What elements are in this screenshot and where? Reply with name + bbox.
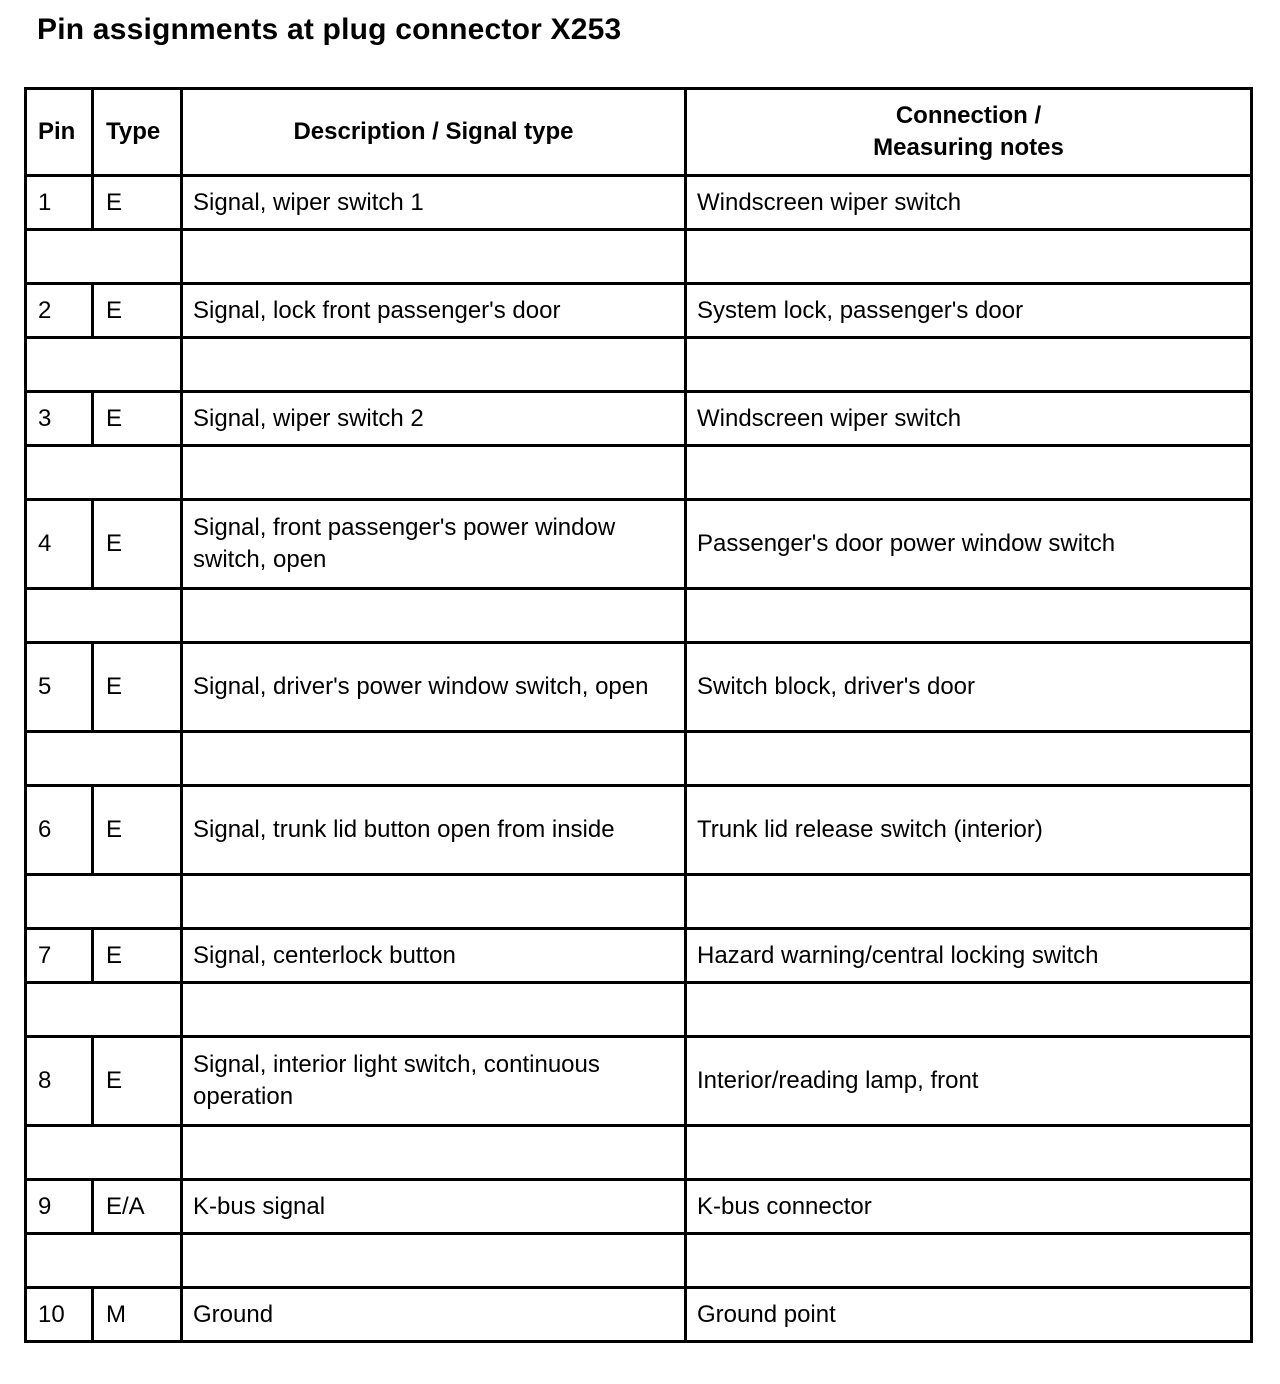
type-cell: E (93, 392, 182, 446)
spacer-row (26, 338, 1252, 392)
pin-cell: 10 (26, 1288, 93, 1342)
description-cell: Signal, lock front passenger's door (182, 284, 686, 338)
spacer-cell (182, 732, 686, 786)
description-cell: Signal, trunk lid button open from inside (182, 786, 686, 875)
spacer-row (26, 1234, 1252, 1288)
connection-cell: System lock, passenger's door (686, 284, 1252, 338)
table-row (26, 1288, 1252, 1342)
table-header (26, 89, 1252, 176)
spacer-cell (686, 732, 1252, 786)
header-connection (686, 89, 1252, 176)
header-description: Description / Signal type (182, 89, 686, 176)
description-cell: Ground (182, 1288, 686, 1342)
spacer-row (26, 732, 1252, 786)
type-cell: E (93, 500, 182, 589)
connection-cell: Hazard warning/central locking switch (686, 929, 1252, 983)
spacer-cell (686, 338, 1252, 392)
spacer-row (26, 875, 1252, 929)
spacer-cell (182, 875, 686, 929)
page-title: Pin assignments at plug connector X253 (37, 13, 622, 46)
table-row (26, 284, 1252, 338)
spacer-cell (686, 875, 1252, 929)
header-connection-line2: Measuring notes (873, 134, 1064, 161)
spacer-row (26, 983, 1252, 1037)
spacer-cell (26, 1126, 182, 1180)
spacer-cell (26, 446, 182, 500)
spacer-cell (686, 1126, 1252, 1180)
table-row (26, 786, 1252, 875)
spacer-cell (26, 983, 182, 1037)
spacer-cell (686, 589, 1252, 643)
spacer-cell (182, 446, 686, 500)
spacer-cell (686, 1234, 1252, 1288)
description-cell: K-bus signal (182, 1180, 686, 1234)
pin-cell: 4 (26, 500, 93, 589)
table-row (26, 176, 1252, 230)
table-row (26, 1180, 1252, 1234)
description-cell: Signal, front passenger's power window switch, open (182, 500, 686, 589)
description-cell: Signal, driver's power window switch, open (182, 643, 686, 732)
spacer-row (26, 446, 1252, 500)
spacer-cell (26, 338, 182, 392)
connection-cell: Passenger's door power window switch (686, 500, 1252, 589)
spacer-cell (686, 230, 1252, 284)
description-cell: Signal, wiper switch 1 (182, 176, 686, 230)
connection-cell: Windscreen wiper switch (686, 392, 1252, 446)
connection-cell: K-bus connector (686, 1180, 1252, 1234)
pin-cell: 1 (26, 176, 93, 230)
spacer-cell (26, 589, 182, 643)
table-body (26, 176, 1252, 1342)
spacer-row (26, 230, 1252, 284)
spacer-cell (26, 732, 182, 786)
connection-cell: Interior/reading lamp, front (686, 1037, 1252, 1126)
pin-cell: 8 (26, 1037, 93, 1126)
pin-cell: 3 (26, 392, 93, 446)
table-row (26, 500, 1252, 589)
type-cell: E (93, 786, 182, 875)
pin-assignment-table (24, 87, 1253, 1343)
spacer-cell (182, 338, 686, 392)
spacer-cell (182, 1126, 686, 1180)
table-row (26, 643, 1252, 732)
description-cell: Signal, wiper switch 2 (182, 392, 686, 446)
connection-cell: Ground point (686, 1288, 1252, 1342)
type-cell: M (93, 1288, 182, 1342)
spacer-cell (686, 983, 1252, 1037)
type-cell: E (93, 284, 182, 338)
connection-cell: Trunk lid release switch (interior) (686, 786, 1252, 875)
table-row (26, 929, 1252, 983)
spacer-cell (26, 230, 182, 284)
spacer-cell (686, 446, 1252, 500)
table-row (26, 392, 1252, 446)
pin-cell: 7 (26, 929, 93, 983)
table-row (26, 1037, 1252, 1126)
spacer-cell (182, 230, 686, 284)
type-cell: E (93, 176, 182, 230)
description-cell: Signal, interior light switch, continuous operation (182, 1037, 686, 1126)
spacer-cell (182, 589, 686, 643)
pin-cell: 9 (26, 1180, 93, 1234)
type-cell: E (93, 929, 182, 983)
pin-cell: 6 (26, 786, 93, 875)
connection-cell: Switch block, driver's door (686, 643, 1252, 732)
header-connection-line1: Connection / (895, 102, 1042, 129)
header-pin: Pin (26, 89, 93, 176)
type-cell: E (93, 1037, 182, 1126)
spacer-row (26, 589, 1252, 643)
spacer-row (26, 1126, 1252, 1180)
pin-cell: 2 (26, 284, 93, 338)
pin-cell: 5 (26, 643, 93, 732)
spacer-cell (26, 1234, 182, 1288)
header-type: Type (93, 89, 182, 176)
spacer-cell (182, 1234, 686, 1288)
spacer-cell (182, 983, 686, 1037)
type-cell: E/A (93, 1180, 182, 1234)
type-cell: E (93, 643, 182, 732)
connection-cell: Windscreen wiper switch (686, 176, 1252, 230)
description-cell: Signal, centerlock button (182, 929, 686, 983)
spacer-cell (26, 875, 182, 929)
header-row (26, 89, 1252, 176)
